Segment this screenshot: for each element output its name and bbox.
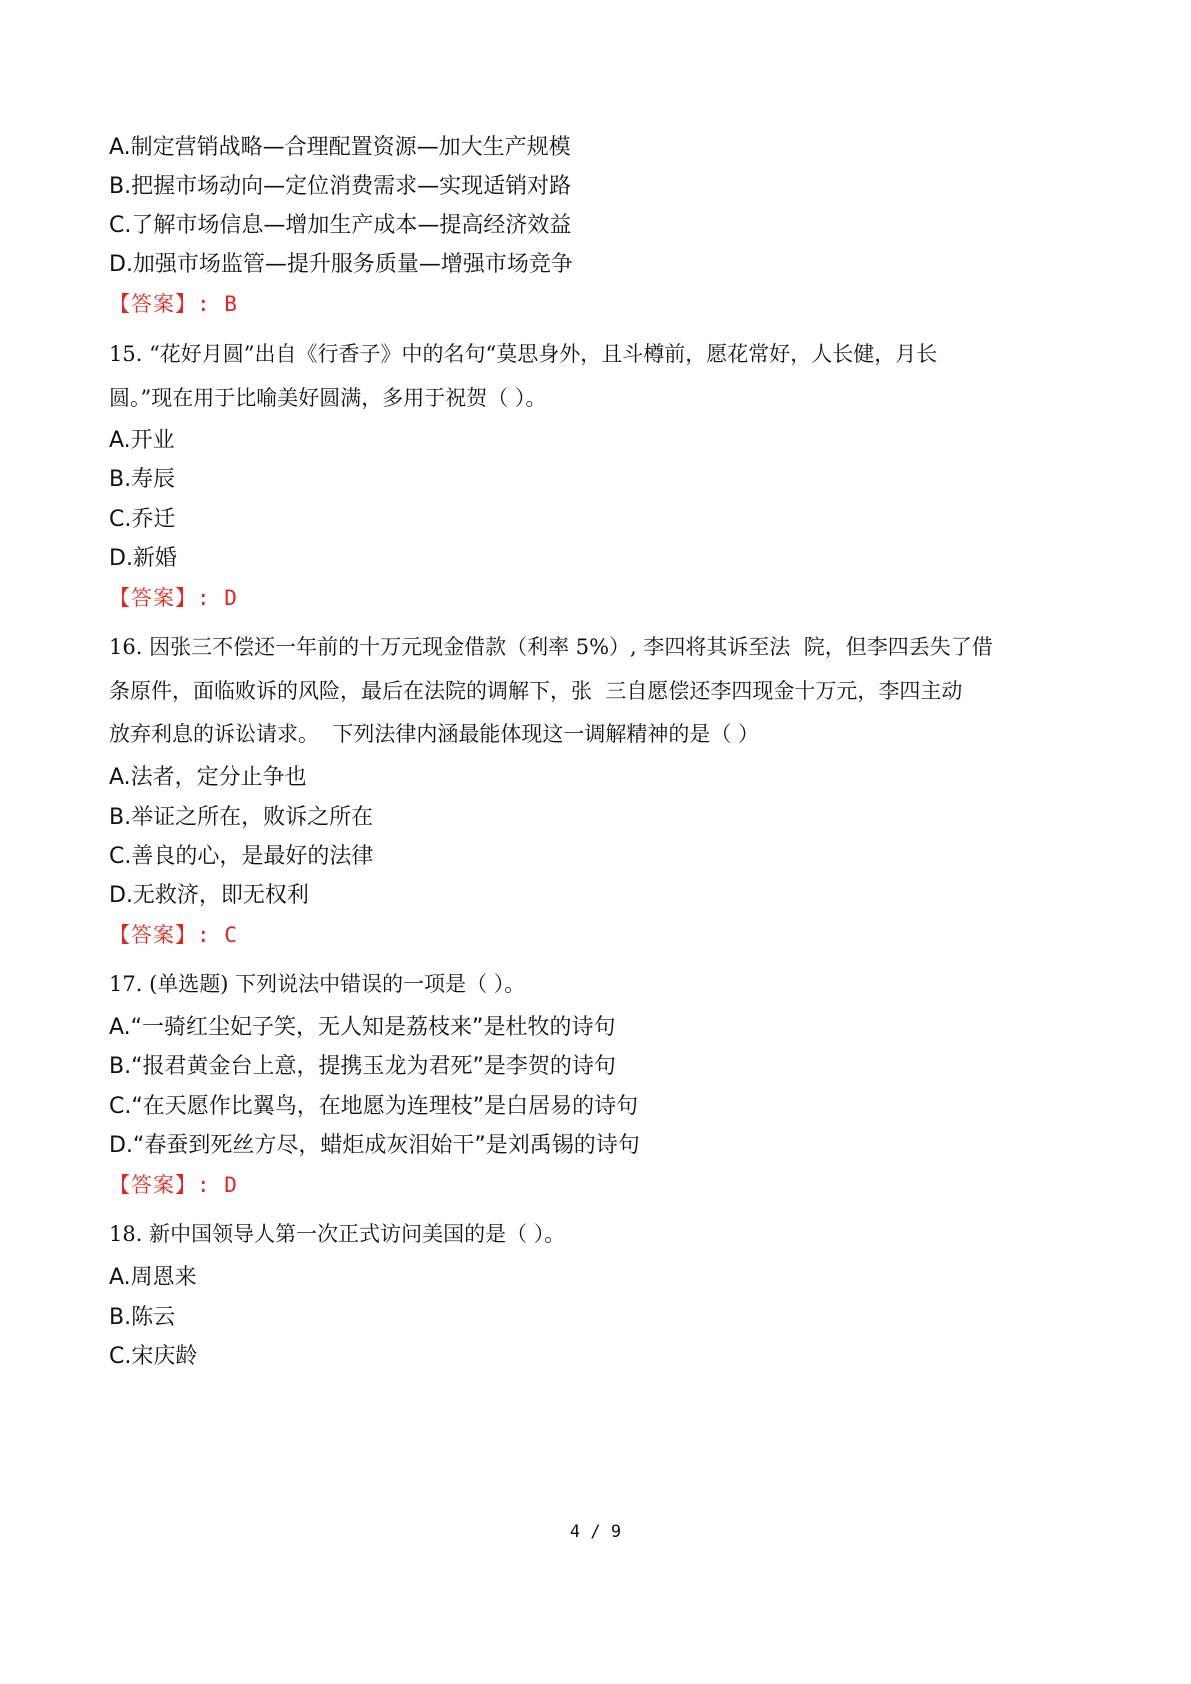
q15-option-a: A.开业 (109, 428, 175, 453)
q14-option-a: A.制定营销战略—合理配置资源—加大生产规模 (109, 135, 571, 160)
q16-option-d: D.无救济，即无权利 (109, 883, 309, 908)
q18-option-b: B.陈云 (109, 1305, 176, 1330)
q16-stem-line-1: 16. 因张三不偿还一年前的十万元现金借款（利率 5%）, 李四将其诉至法 院，但李四丢失了借 (109, 635, 993, 659)
q15-stem-line-1: 15. “花好月圆”出自《行香子》中的名句“莫思身外，且斗樽前，愿花常好，人长健，月长 (109, 342, 938, 366)
q17-stem: 17. (单选题) 下列说法中错误的一项是（ ）。 (109, 972, 526, 996)
q16-answer: 【答案】: C (109, 923, 238, 947)
q16-option-c: C.善良的心，是最好的法律 (109, 844, 374, 869)
q15-option-d: D.新婚 (109, 546, 177, 571)
q16-stem-line-3: 放弃利息的诉讼请求。 下列法律内涵最能体现这一调解精神的是（ ） (109, 722, 760, 746)
q16-option-b: B.举证之所在，败诉之所在 (109, 805, 374, 830)
q14-option-b: B.把握市场动向—定位消费需求—实现适销对路 (109, 174, 572, 199)
q14-answer: 【答案】: B (109, 292, 238, 316)
q15-option-b: B.寿辰 (109, 467, 176, 492)
q17-option-b: B.“报君黄金台上意，提携玉龙为君死”是李贺的诗句 (109, 1054, 616, 1079)
q17-option-c: C.“在天愿作比翼鸟，在地愿为连理枝”是白居易的诗句 (109, 1094, 639, 1119)
q15-option-c: C.乔迁 (109, 507, 176, 532)
page-number: 4 / 9 (569, 1522, 622, 1542)
q17-answer: 【答案】: D (109, 1173, 238, 1197)
q18-option-a: A.周恩来 (109, 1265, 197, 1290)
q16-stem-line-2: 条原件，面临败诉的风险，最后在法院的调解下，张 三自愿偿还李四现金十万元，李四主动 (109, 679, 963, 703)
q14-option-c: C.了解市场信息—增加生产成本—提高经济效益 (109, 213, 572, 238)
q14-option-d: D.加强市场监管—提升服务质量—增强市场竞争 (109, 252, 573, 277)
q17-option-d: D.“春蚕到死丝方尽，蜡炬成灰泪始干”是刘禹锡的诗句 (109, 1133, 640, 1158)
q18-stem: 18. 新中国领导人第一次正式访问美国的是（ ）。 (109, 1222, 566, 1246)
q18-option-c: C.宋庆龄 (109, 1344, 198, 1369)
q17-option-a: A.“一骑红尘妃子笑，无人知是荔枝来”是杜牧的诗句 (109, 1015, 616, 1040)
q15-answer: 【答案】: D (109, 586, 238, 610)
q16-option-a: A.法者，定分止争也 (109, 765, 307, 790)
q15-stem-line-2: 圆。”现在用于比喻美好圆满，多用于祝贺（ ）。 (109, 386, 547, 410)
